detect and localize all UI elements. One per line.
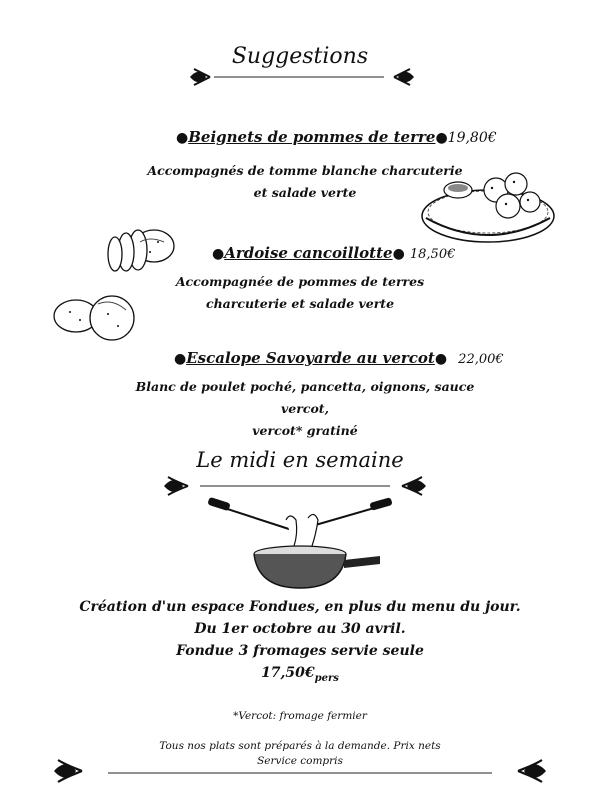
midi-line: Du 1er octobre au 30 avril. [194,621,406,637]
dish-name: Beignets de pommes de terre [188,128,436,146]
flourish-left-icon [190,69,210,85]
description-line: charcuterie et salade verte [205,296,395,311]
title-divider [188,66,416,88]
dish-price: 19,80€ [447,130,497,146]
footer-line: Service compris [257,755,343,767]
fondue-pot-illustration [208,496,392,592]
dish-name: Ardoise cancoillotte [224,244,393,262]
bullet-icon: ● [435,130,448,146]
bullet-icon: ● [174,351,187,367]
page-title-suggestions: Suggestions [231,44,369,69]
page-title-midi: Le midi en semaine [196,448,404,472]
midi-line: Fondue 3 fromages servie seule [176,643,424,659]
description-line: Accompagnée de pommes de terres [175,274,425,289]
description-line: vercot* gratiné [252,423,358,438]
potato-illustration [100,222,180,278]
midi-price-value: 17,50€ [261,665,315,681]
flourish-right-icon [394,69,414,85]
bullet-icon: ● [212,246,225,262]
midi-price [60,662,540,690]
bullet-icon: ● [434,351,448,367]
dish-3-description [110,376,500,442]
dish-price: 22,00€ [458,352,504,367]
flourish-right-icon [518,760,546,782]
potato-board-illustration [418,160,558,250]
flourish-right-icon [402,477,426,495]
dish-1-row [176,127,506,146]
dish-2-row [212,243,472,262]
dish-name: Escalope Savoyarde au vercot [186,349,435,367]
potato-illustration [50,290,140,346]
dish-2-description [150,271,450,315]
dish-price: 18,50€ [409,247,456,262]
description-line: et salade verte [253,185,357,200]
description-line: Accompagnés de tomme blanche charcuterie [147,163,463,178]
flourish-left-icon [164,477,188,495]
midi-line: Création d'un espace Fondues, en plus du menu du jour. [79,599,521,615]
description-line: Blanc de poulet poché, pancetta, oignons, sauce vercot, [135,379,475,416]
title-divider [162,475,428,497]
bullet-icon: ● [392,246,405,262]
footer-line: Tous nos plats sont préparés à la demande. Prix nets [159,740,441,752]
flourish-left-icon [54,760,82,782]
footer-divider [52,757,548,785]
bullet-icon: ● [176,130,189,146]
midi-details [60,596,540,690]
dish-3-row [174,348,504,367]
midi-price-unit: pers [314,672,339,684]
vercot-note: *Vercot: fromage fermier [233,710,367,722]
